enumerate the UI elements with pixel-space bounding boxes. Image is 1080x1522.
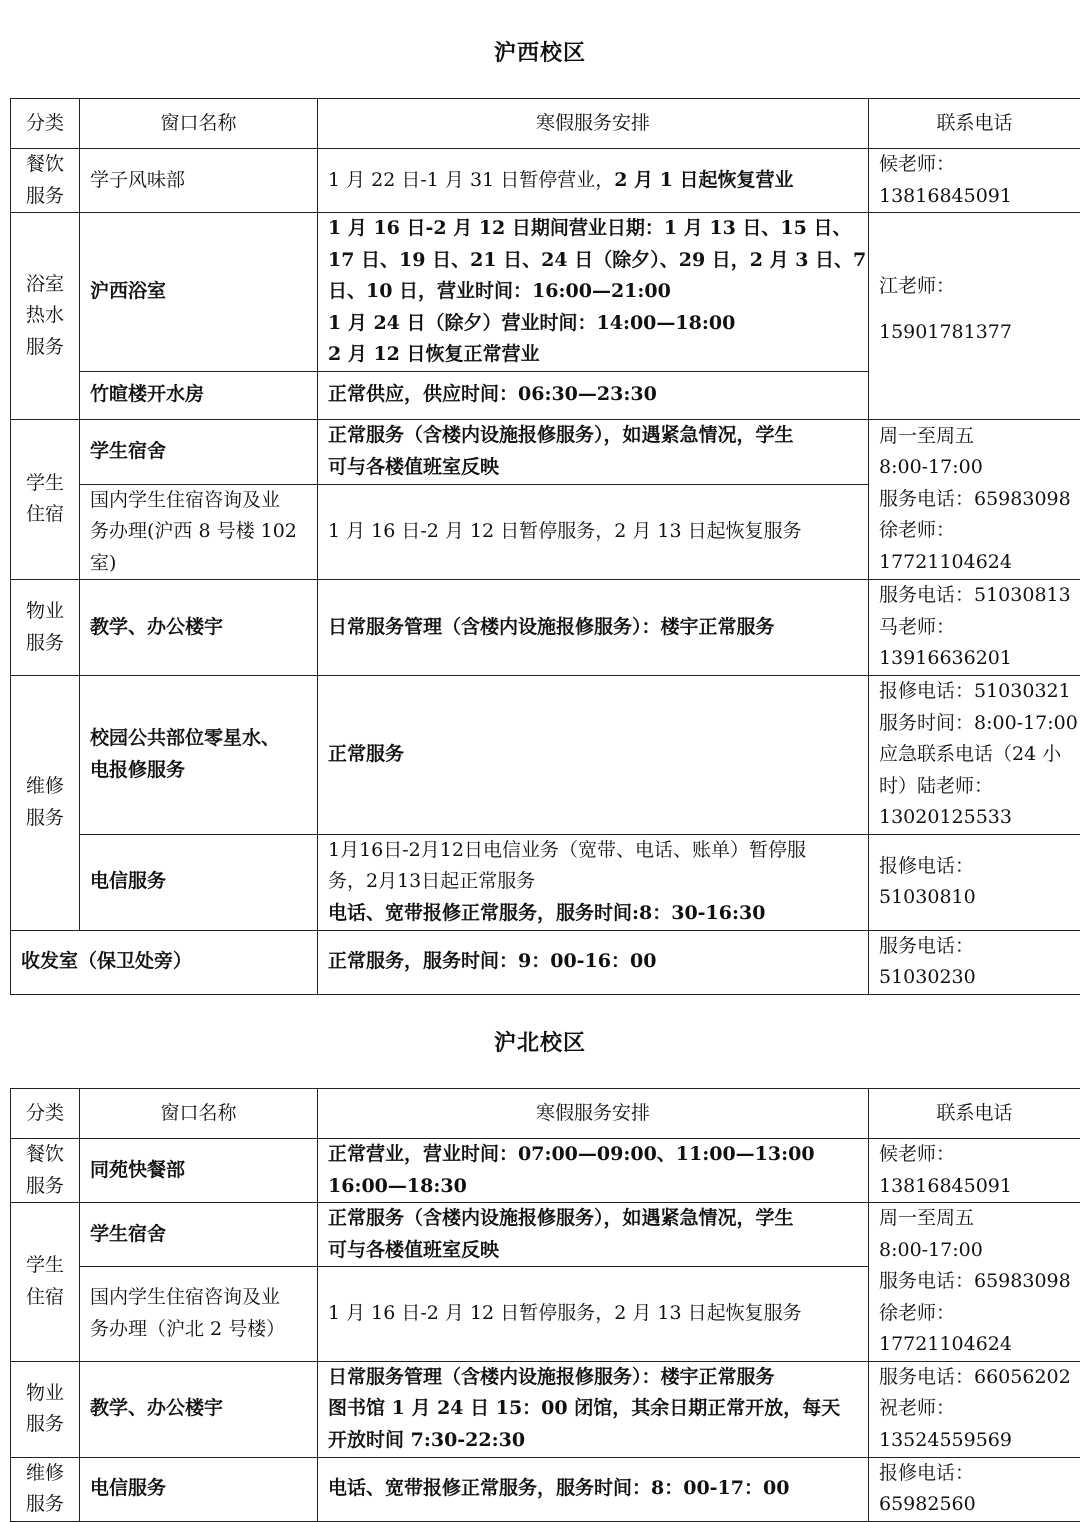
table-row xyxy=(11,580,1080,676)
table-header-row xyxy=(11,1089,1080,1139)
header-contact: 联系电话 xyxy=(869,99,1080,149)
window-name: 电信服务 xyxy=(80,1457,318,1521)
arrangement-cell: 1 月 16 日-2 月 12 日暂停服务，2 月 13 日起恢复服务 xyxy=(318,1267,869,1361)
campus2-table xyxy=(10,1088,1080,1522)
contact-cell: 周一至周五 8:00-17:00 服务电话：65983098 徐老师： 17721104624 xyxy=(869,419,1080,580)
contact-cell: 候老师： 13816845091 xyxy=(869,1139,1080,1203)
category-cell: 物业 服务 xyxy=(11,1361,80,1457)
window-name: 沪西浴室 xyxy=(80,213,318,372)
table-row xyxy=(11,676,1080,835)
arrangement-cell: 正常营业，营业时间：07:00—09:00、11:00—13:00 16:00—18:30 xyxy=(318,1139,869,1203)
header-category: 分类 xyxy=(11,99,80,149)
table-row xyxy=(11,1203,1080,1267)
contact-cell: 江老师： 15901781377 xyxy=(869,213,1080,420)
table-row xyxy=(11,834,1080,930)
window-name: 学子风味部 xyxy=(80,149,318,213)
window-name: 国内学生住宿咨询及业 务办理（沪北 2 号楼） xyxy=(80,1267,318,1361)
window-name: 校园公共部位零星水、 电报修服务 xyxy=(80,676,318,835)
arrangement-cell: 正常服务（含楼内设施报修服务），如遇紧急情况，学生 可与各楼值班室反映 xyxy=(318,419,869,484)
header-arrangement: 寒假服务安排 xyxy=(318,99,869,149)
campus2-title: 沪北校区 xyxy=(0,1026,1080,1057)
table-row xyxy=(11,1361,1080,1457)
arrangement-cell: 日常服务管理（含楼内设施报修服务）：楼宇正常服务 图书馆 1 月 24 日 15：00 闭馆，其余日期正常开放，每天 开放时间 7:30-22:30 xyxy=(318,1361,869,1457)
header-contact: 联系电话 xyxy=(869,1089,1080,1139)
table-row xyxy=(11,213,1080,372)
window-name: 教学、办公楼宇 xyxy=(80,1361,318,1457)
arrangement-cell: 1月16日-2月12日电信业务（宽带、电话、账单）暂停服 务，2月13日起正常服务 电话、宽带报修正常服务，服务时间:8：30-16:30 xyxy=(318,834,869,930)
contact-cell: 服务电话：51030813 马老师： 13916636201 xyxy=(869,580,1080,676)
window-name: 竹暄楼开水房 xyxy=(80,371,318,419)
campus1-title: 沪西校区 xyxy=(0,36,1080,67)
arrangement-cell: 电话、宽带报修正常服务，服务时间：8：00-17：00 xyxy=(318,1457,869,1521)
contact-cell: 报修电话：51030321 服务时间：8:00-17:00 应急联系电话（24 小 时）陆老师： 13020125533 xyxy=(869,676,1080,835)
category-cell: 物业 服务 xyxy=(11,580,80,676)
window-name: 同苑快餐部 xyxy=(80,1139,318,1203)
category-cell: 维修 服务 xyxy=(11,1457,80,1521)
category-cell: 餐饮 服务 xyxy=(11,149,80,213)
contact-cell: 候老师： 13816845091 xyxy=(869,149,1080,213)
window-name: 国内学生住宿咨询及业 务办理(沪西 8 号楼 102 室) xyxy=(80,484,318,580)
category-cell: 学生 住宿 xyxy=(11,1203,80,1362)
contact-cell: 服务电话：51030230 xyxy=(869,930,1080,994)
window-name: 教学、办公楼宇 xyxy=(80,580,318,676)
arrangement-cell: 正常服务，服务时间：9：00-16：00 xyxy=(318,930,869,994)
window-name: 收发室（保卫处旁） xyxy=(11,930,318,994)
category-cell: 学生 住宿 xyxy=(11,419,80,580)
table-header-row xyxy=(11,99,1080,149)
header-window: 窗口名称 xyxy=(80,99,318,149)
category-cell: 餐饮 服务 xyxy=(11,1139,80,1203)
arrangement-cell: 正常服务（含楼内设施报修服务），如遇紧急情况，学生 可与各楼值班室反映 xyxy=(318,1203,869,1267)
arrangement-cell: 1 月 22 日-1 月 31 日暂停营业，2 月 1 日起恢复营业 xyxy=(318,149,869,213)
contact-cell: 报修电话：65982560 xyxy=(869,1457,1080,1521)
category-cell: 浴室 热水 服务 xyxy=(11,213,80,420)
arrangement-cell: 正常服务 xyxy=(318,676,869,835)
header-category: 分类 xyxy=(11,1089,80,1139)
contact-cell: 服务电话：66056202 祝老师： 13524559569 xyxy=(869,1361,1080,1457)
category-cell: 维修 服务 xyxy=(11,676,80,931)
table-row xyxy=(11,1139,1080,1203)
window-name: 电信服务 xyxy=(80,834,318,930)
campus1-table xyxy=(10,98,1080,995)
table-row xyxy=(11,1457,1080,1521)
header-arrangement: 寒假服务安排 xyxy=(318,1089,869,1139)
window-name: 学生宿舍 xyxy=(80,1203,318,1267)
arrangement-cell: 日常服务管理（含楼内设施报修服务）：楼宇正常服务 xyxy=(318,580,869,676)
contact-cell: 周一至周五 8:00-17:00 服务电话：65983098 徐老师： 17721104624 xyxy=(869,1203,1080,1362)
contact-cell: 报修电话：51030810 xyxy=(869,834,1080,930)
arrangement-cell: 1 月 16 日-2 月 12 日暂停服务，2 月 13 日起恢复服务 xyxy=(318,484,869,580)
arrangement-cell: 1 月 16 日-2 月 12 日期间营业日期：1 月 13 日、15 日、 17 日、19 日、21 日、24 日（除夕）、29 日，2 月 3 日、7 日、10 日，营业时间：16:00—21:00 1 月 24 日（除夕）营业时间：14:00—18:00 2 月 12 日恢复正常营业 xyxy=(318,213,869,372)
table-row xyxy=(11,419,1080,484)
arrangement-cell: 正常供应，供应时间：06:30—23:30 xyxy=(318,371,869,419)
table-row xyxy=(11,149,1080,213)
header-window: 窗口名称 xyxy=(80,1089,318,1139)
window-name: 学生宿舍 xyxy=(80,419,318,484)
table-row xyxy=(11,930,1080,994)
